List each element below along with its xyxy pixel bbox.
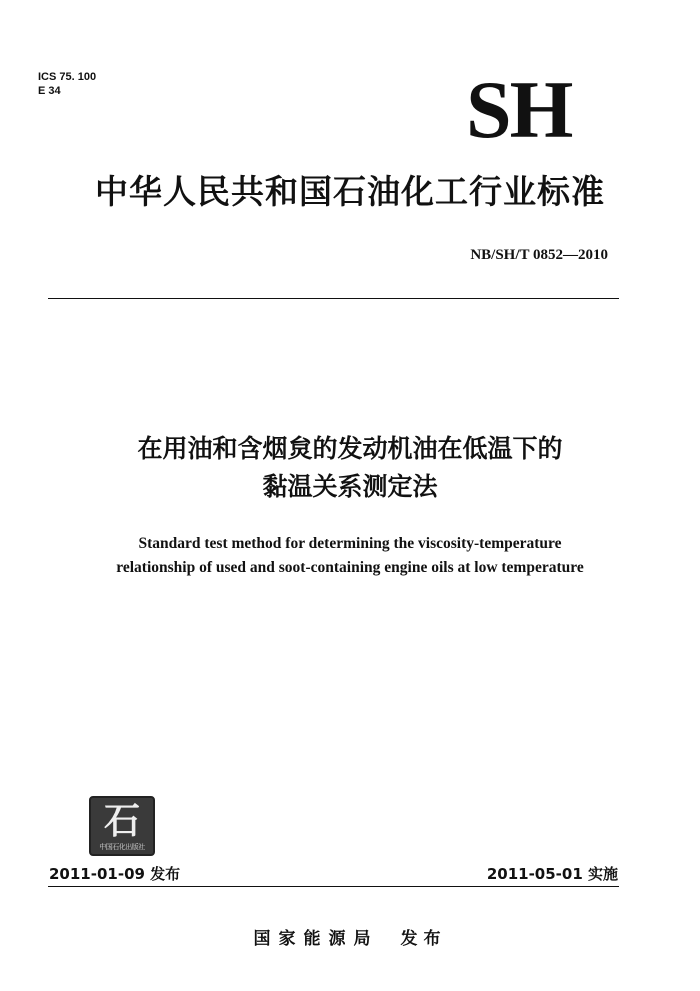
- publisher-action: 发布: [400, 929, 447, 949]
- implementation-date: 2011-05-01 实施: [486, 865, 618, 883]
- title-en-line1: Standard test method for determining the viscosity-temperature: [138, 535, 562, 552]
- standard-number: NB/SH/T 0852—2010: [470, 247, 608, 263]
- seal-text: 中国石化出版社: [99, 843, 145, 851]
- issue-date: 2011-01-09 发布: [49, 865, 181, 883]
- title-cn-line1: 在用油和含烟炱的发动机油在低温下的: [137, 434, 563, 463]
- seal-emblem: 石: [103, 800, 140, 842]
- ics-code: ICS 75. 100: [38, 71, 97, 83]
- publisher-name: 国家能源局: [253, 929, 379, 949]
- standard-category-title: 中华人民共和国石油化工行业标准: [95, 172, 605, 211]
- header-divider: [48, 298, 619, 299]
- title-en-line2: relationship of used and soot-containing engine oils at low temperature: [116, 559, 584, 576]
- footer-divider: [48, 886, 619, 887]
- ccs-code: E 34: [38, 85, 61, 97]
- sh-logo: SH: [466, 64, 572, 155]
- classification-codes: [38, 70, 96, 98]
- publisher-line: [0, 928, 700, 950]
- title-cn-line2: 黏温关系测定法: [262, 472, 438, 501]
- publisher-seal: [89, 796, 155, 856]
